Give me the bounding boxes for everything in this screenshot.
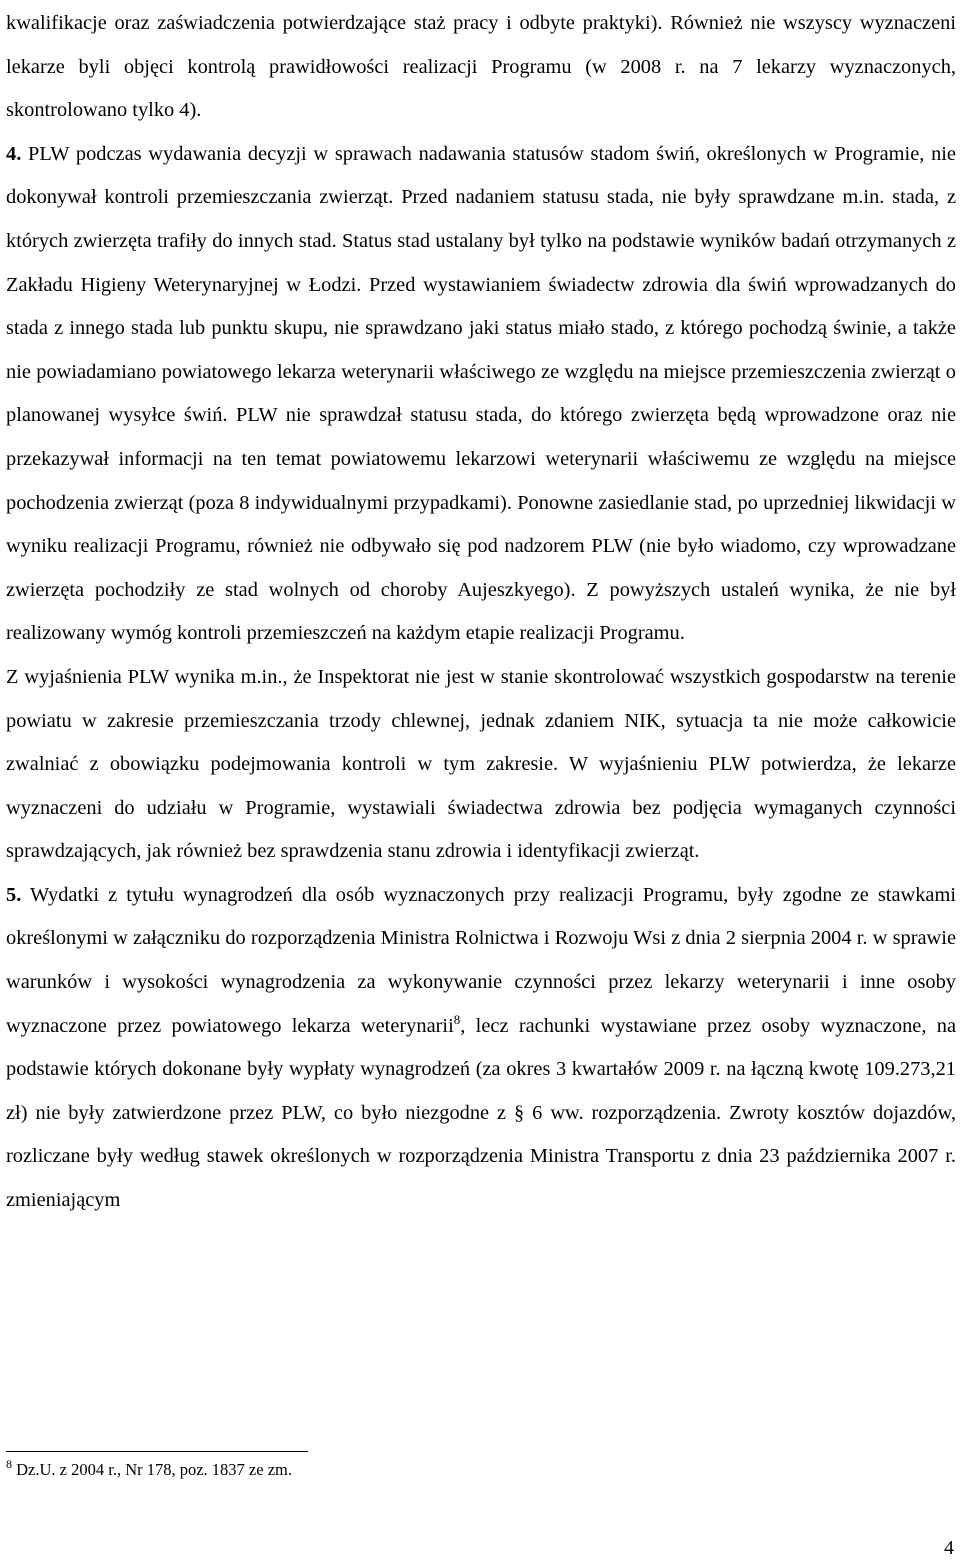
paragraph-text-continued: , lecz rachunki wystawiane przez osoby wyznaczone, na podstawie których dokonane były wypłaty wynagrodzeń (za okres 3 kwartałów 2009 r. na łączną kwotę 109.273,21 zł) nie były zatwierdzone przez PLW, co było niezgodne z § 6 ww. rozporządzenia. Zwroty kosztów dojazdów, rozliczane były według stawek określonych w rozporządzenia Ministra Transportu z dnia 23 października 2007 r. zmieniającym <box>6 1014 956 1212</box>
paragraph-explanation <box>6 656 956 874</box>
paragraph-number: 4. <box>6 142 22 165</box>
footnote-reference[interactable]: 8 <box>453 1011 461 1027</box>
footnote-separator <box>6 1451 308 1452</box>
paragraph-text: Wydatki z tytułu wynagrodzeń dla osób wyznaczonych przy realizacji Programu, były zgodne ze stawkami określonymi w załączniku do rozporządzenia Ministra Rolnictwa i Rozwoju Wsi z dnia 2 sierpnia 2004 r. w sprawie warunków i wysokości wynagrodzenia za wykonywanie czynności przez lekarzy weterynarii i inne osoby wyznaczone przez powiatowego lekarza weterynarii <box>6 883 956 1037</box>
paragraph-text: Z wyjaśnienia PLW wynika m.in., że Inspektorat nie jest w stanie skontrolować wszystkich gospodarstw na terenie powiatu w zakresie przemieszczania trzody chlewnej, jednak zdaniem NIK, sytuacja ta nie może całkowicie zwalniać z obowiązku podejmowania kontroli w tym zakresie. W wyjaśnieniu PLW potwierdza, że lekarze wyznaczeni do udziału w Programie, wystawiali świadectwa zdrowia bez podjęcia wymaganych czynności sprawdzających, jak również bez sprawdzenia stanu zdrowia i identyfikacji zwierząt. <box>6 665 956 863</box>
body-text <box>6 0 956 1223</box>
footnote-marker: 8 <box>6 1457 12 1471</box>
document-page <box>6 0 956 1223</box>
paragraph-continuation <box>6 2 956 133</box>
paragraph-text: PLW podczas wydawania decyzji w sprawach nadawania statusów stadom świń, określonych w Programie, nie dokonywał kontroli przemieszczania zwierząt. Przed nadaniem statusu stada, nie były sprawdzane m.in. stada, z których zwierzęta trafiły do innych stad. Status stad ustalany był tylko na podstawie wyników badań otrzymanych z Zakładu Higieny Weterynaryjnej w Łodzi. Przed wystawianiem świadectw zdrowia dla świń wprowadzanych do stada z innego stada lub punktu skupu, nie sprawdzano jaki status miało stado, z którego pochodzą świnie, a także nie powiadamiano powiatowego lekarza weterynarii właściwego ze względu na miejsce przemieszczenia zwierząt o planowanej wysyłce świń. PLW nie sprawdzał statusu stada, do którego zwierzęta będą wprowadzone oraz nie przekazywał informacji na ten temat powiatowemu lekarzowi weterynarii właściwemu ze względu na miejsce pochodzenia zwierząt (poza 8 indywidualnymi przypadkami). Ponowne zasiedlanie stad, po uprzedniej likwidacji w wyniku realizacji Programu, również nie odbywało się pod nadzorem PLW (nie było wiadomo, czy wprowadzane zwierzęta pochodziły ze stad wolnych od choroby Aujeszkyego). Z powyższych ustaleń wynika, że nie był realizowany wymóg kontroli przemieszczeń na każdym etapie realizacji Programu. <box>6 142 956 645</box>
footnote-text: Dz.U. z 2004 r., Nr 178, poz. 1837 ze zm. <box>12 1460 292 1479</box>
paragraph-4 <box>6 133 956 656</box>
page-number: 4 <box>944 1537 954 1559</box>
footnote <box>6 1457 292 1480</box>
paragraph-number: 5. <box>6 883 22 906</box>
paragraph-text: kwalifikacje oraz zaświadczenia potwierdzające staż pracy i odbyte praktyki). Również nie wszyscy wyznaczeni lekarze byli objęci kontrolą prawidłowości realizacji Programu (w 2008 r. na 7 lekarzy wyznaczonych, skontrolowano tylko 4). <box>6 12 956 122</box>
paragraph-5 <box>6 874 956 1223</box>
